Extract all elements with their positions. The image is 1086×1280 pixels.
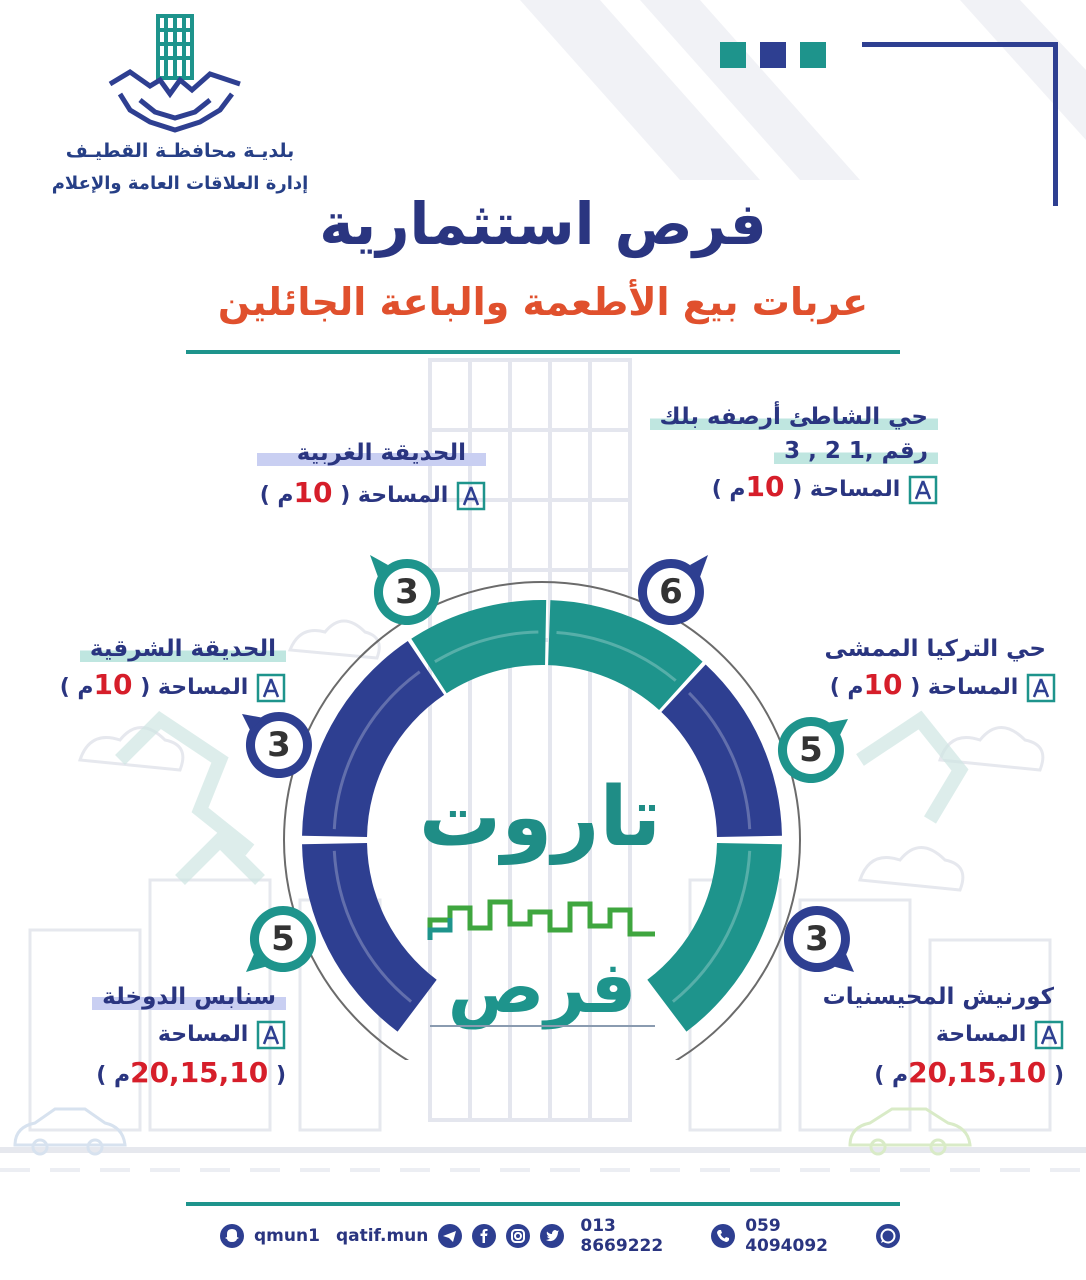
footer-contacts <box>220 1216 900 1256</box>
location-name: كورنيش المحيسنيات <box>822 984 1054 1010</box>
area-open: ( <box>792 477 803 502</box>
marker-count: 5 <box>271 919 295 959</box>
area-unit: م <box>77 675 94 700</box>
social-handle[interactable]: qatif.mun <box>335 1226 429 1246</box>
location-turkiya <box>814 636 1056 703</box>
location-name: سنابس الدوخلة <box>92 984 286 1010</box>
blueprint-icon <box>456 481 486 511</box>
area-label: المساحة <box>157 675 249 700</box>
area-open: ( <box>140 675 151 700</box>
area-open: ( <box>275 1063 286 1088</box>
area-value: 20,15,10 <box>908 1056 1047 1089</box>
location-name: حي الشاطئ أرصفه بلك <box>650 404 938 430</box>
title-divider <box>186 350 900 354</box>
sub-title: عربات بيع الأطعمة والباعة الجائلين <box>217 280 869 324</box>
square-teal <box>720 42 746 68</box>
location-west-park <box>257 440 486 511</box>
telegram-icon[interactable] <box>438 1224 462 1248</box>
marker-count: 3 <box>395 572 419 612</box>
marker-east-park <box>242 708 316 782</box>
location-name: حي التركيا الممشى <box>824 636 1046 662</box>
area-unit: م <box>729 477 746 502</box>
municipality-logo <box>100 14 250 139</box>
area-close: ) <box>59 675 70 700</box>
furas-logo <box>420 890 665 1030</box>
area-label: المساحة <box>935 1022 1027 1047</box>
area-label: المساحة <box>927 675 1019 700</box>
area-value: 10 <box>863 668 903 701</box>
location-extra: رقم ,1 2 , 3 <box>774 438 938 464</box>
center-word: تاروت <box>418 770 662 865</box>
area-line <box>814 668 1056 703</box>
area-line <box>257 476 486 511</box>
area-line <box>92 1020 286 1050</box>
marker-sanabis <box>246 902 320 976</box>
area-unit: م <box>113 1063 131 1088</box>
facebook-icon[interactable] <box>472 1224 496 1248</box>
area-close: ) <box>96 1063 107 1088</box>
snapchat-icon[interactable] <box>220 1224 244 1248</box>
area-unit: م <box>277 483 294 508</box>
whatsapp-icon[interactable] <box>876 1224 900 1248</box>
area-line <box>650 470 938 505</box>
area-close: ) <box>829 675 840 700</box>
marker-turkiya <box>774 713 848 787</box>
area-value-line <box>92 1056 286 1089</box>
area-label: المساحة <box>357 483 449 508</box>
area-unit: م <box>847 675 864 700</box>
area-open: ( <box>1053 1063 1064 1088</box>
blueprint-icon <box>908 475 938 505</box>
twitter-icon[interactable] <box>540 1224 564 1248</box>
area-value: 10 <box>293 476 333 509</box>
square-navy <box>760 42 786 68</box>
area-close: ) <box>711 477 722 502</box>
snapchat-handle[interactable]: qmun1 <box>254 1226 320 1246</box>
area-close: ) <box>259 483 270 508</box>
marker-count: 3 <box>267 725 291 765</box>
blueprint-icon <box>1026 673 1056 703</box>
marker-beach <box>634 555 708 629</box>
marker-count: 5 <box>799 730 823 770</box>
blueprint-icon <box>1034 1020 1064 1050</box>
phone-number[interactable]: 013 8669222 <box>580 1216 664 1256</box>
instagram-icon[interactable] <box>506 1224 530 1248</box>
location-sanabis <box>92 984 286 1089</box>
marker-west-park <box>370 555 444 629</box>
location-east-park <box>60 636 286 703</box>
blueprint-icon <box>256 1020 286 1050</box>
marker-count: 3 <box>805 919 829 959</box>
furas-logo-word: فرص <box>447 945 637 1029</box>
ring-segment-corniche <box>647 843 782 1032</box>
location-name: الحديقة الشرقية <box>80 636 286 662</box>
area-line <box>813 1020 1064 1050</box>
area-open: ( <box>340 483 351 508</box>
blueprint-icon <box>256 673 286 703</box>
main-title: فرص استثمارية <box>319 190 767 258</box>
location-name: الحديقة الغربية <box>257 440 486 466</box>
area-label: المساحة <box>157 1022 249 1047</box>
department-name: إدارة العلاقات العامة والإعلام <box>51 173 309 194</box>
location-beach <box>650 404 938 505</box>
corner-frame <box>862 42 1058 206</box>
area-value: 10 <box>93 668 133 701</box>
phone-icon[interactable] <box>711 1224 735 1248</box>
ring-segment-sanabis <box>302 843 437 1032</box>
area-line <box>60 668 286 703</box>
square-teal <box>800 42 826 68</box>
marker-count: 6 <box>659 572 683 612</box>
area-value-line <box>813 1056 1064 1089</box>
marker-corniche <box>780 902 854 976</box>
municipality-name: بلديـة محافظـة القطيـف <box>65 140 295 162</box>
whatsapp-number[interactable]: 059 4094092 <box>745 1216 828 1256</box>
area-close: ) <box>874 1063 885 1088</box>
decorative-squares <box>720 42 830 68</box>
area-open: ( <box>910 675 921 700</box>
location-corniche <box>813 984 1064 1089</box>
area-value: 20,15,10 <box>130 1056 269 1089</box>
area-unit: م <box>891 1063 909 1088</box>
footer-divider <box>186 1202 900 1206</box>
area-value: 10 <box>745 470 785 503</box>
area-label: المساحة <box>809 477 901 502</box>
